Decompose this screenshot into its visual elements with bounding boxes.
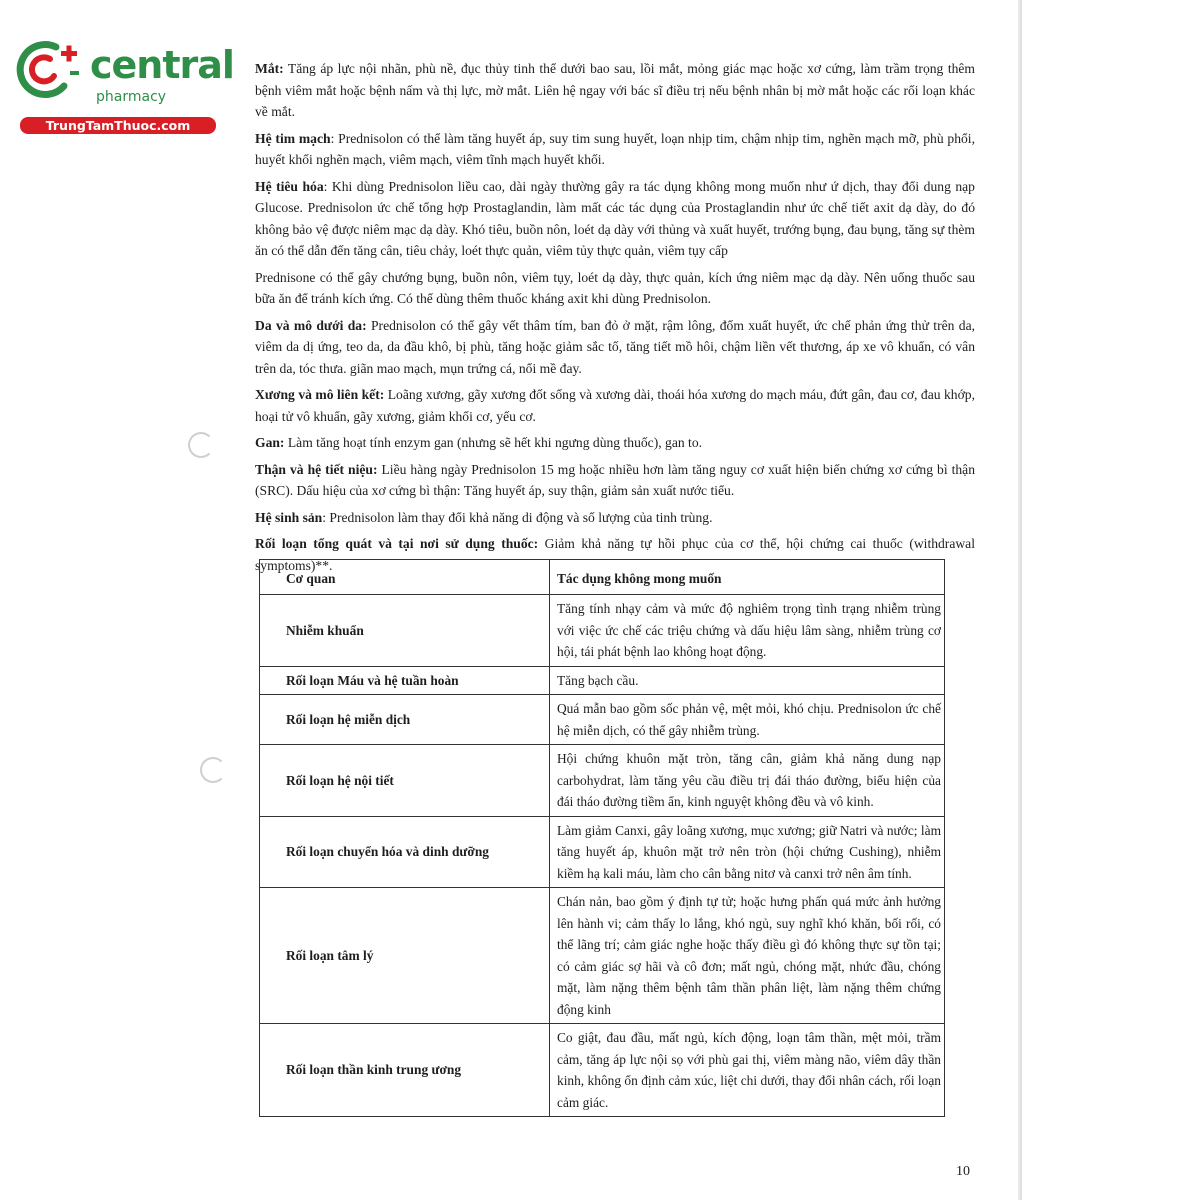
organ-cell: Rối loạn hệ nội tiết xyxy=(260,745,550,817)
text-reproductive: : Prednisolon làm thay đổi khả năng di động và số lượng của tinh trùng. xyxy=(322,509,713,525)
text-prednisone: Prednisone có thể gây chướng bụng, buồn nôn, viêm tụy, loét dạ dày, thực quản, kích ứng niêm mạc dạ dày. Nên uống thuốc sau bữa ăn để tránh kích ứng. Có thể dùng thêm thuốc kháng axit khi dùng Prednisolon. xyxy=(255,269,975,306)
heading-bone: Xương và mô liên kết: xyxy=(255,387,385,402)
table-row xyxy=(260,816,945,888)
effect-cell: Tăng tính nhạy cảm và mức độ nghiêm trọng tình trạng nhiễm trùng với việc ức chế các triệu chứng và dấu hiệu lâm sàng, nhiễm trùng cơ hội, tái phát bệnh lao không hoạt động. xyxy=(550,595,945,667)
text-eyes: Tăng áp lực nội nhãn, phù nề, đục thủy tinh thể dưới bao sau, lồi mắt, mỏng giác mạc hoặc xơ cứng, làm trầm trọng thêm bệnh viêm mắt hoặc bệnh nấm và thị lực, mờ mắt. Liên hệ ngay với bác sĩ điều trị nếu bệnh nhân bị mờ mắt hoặc các rối loạn khác về mắt. xyxy=(255,61,975,119)
table-header-row xyxy=(260,560,945,595)
table-row xyxy=(260,595,945,667)
paragraph-digestive xyxy=(255,176,975,262)
text-skin: Prednisolon có thể gây vết thâm tím, ban đỏ ở mặt, rậm lông, đốm xuất huyết, ức chế phản ứng thử trên da, viêm da dị ứng, teo da, da đầu khô, bị phù, tăng hoặc giảm sắc tố, tăng tiết mồ hôi, chậm liền vết thương, áp xe vô khuẩn, có vân trên da, tóc thưa. giãn mao mạch, mụn trứng cá, nổi mề đay. xyxy=(255,317,976,376)
heading-liver: Gan: xyxy=(255,435,285,450)
heading-general: Rối loạn tổng quát và tại nơi sử dụng thuốc: xyxy=(255,536,539,551)
paragraph-kidney xyxy=(255,459,975,502)
effect-cell: Hội chứng khuôn mặt tròn, tăng cân, giảm khả năng dung nạp carbohydrat, làm tăng yêu cầu điều trị đái tháo đường, biểu hiện của đái tháo đường tiềm ẩn, kinh nguyệt không đều và vô kinh. xyxy=(550,745,945,817)
paragraph-skin xyxy=(255,315,975,380)
effect-cell: Chán nản, bao gồm ý định tự tử; hoặc hưng phấn quá mức ảnh hưởng lên hành vi; cảm thấy lo lắng, khó ngủ, suy nghĩ khó khăn, bối rối, có thể lãng trí; cảm giác nghe hoặc thấy điều gì đó không thực sự tồn tại; có cảm giác sợ hãi và cô đơn; mất ngủ, chóng mặt, nhức đầu, chóng mặt, làm nặng thêm bệnh tâm thần phân liệt, làm nặng thêm chứng động kinh xyxy=(550,888,945,1024)
adverse-effects-table xyxy=(259,559,945,1117)
paragraph-prednisone xyxy=(255,267,975,310)
text-general: Giảm khả năng tự hồi phục của cơ thể, hội chứng cai thuốc (withdrawal symptoms)**. xyxy=(255,536,975,573)
text-liver: Làm tăng hoạt tính enzym gan (nhưng sẽ hết khi ngưng dùng thuốc), gan to. xyxy=(284,435,703,450)
heading-kidney: Thận và hệ tiết niệu: xyxy=(255,461,378,477)
punch-hole-top xyxy=(188,432,214,458)
effect-cell: Co giật, đau đầu, mất ngủ, kích động, loạn tâm thần, mệt mỏi, trầm cảm, tăng áp lực nội sọ với phù gai thị, viêm màng não, viêm dây thần kinh, không ổn định cảm xúc, liệt chi dưới, thay đổi nhân cách, rối loạn cảm giác. xyxy=(550,1024,945,1117)
text-bone: Loãng xương, gãy xương đốt sống và xương dài, thoái hóa xương do mạch máu, đứt gân, đau cơ, đau khớp, hoại tử vô khuẩn, gãy xương, giảm khối cơ, yếu cơ. xyxy=(255,387,975,424)
heading-eyes: Mắt: xyxy=(255,61,284,76)
table-row xyxy=(260,888,945,1024)
organ-cell: Rối loạn thần kinh trung ương xyxy=(260,1024,550,1117)
table-row xyxy=(260,745,945,817)
central-pharmacy-logo xyxy=(8,36,234,136)
heading-digestive: Hệ tiêu hóa xyxy=(255,178,324,194)
brand-name: central xyxy=(90,43,234,87)
table-row xyxy=(260,666,945,695)
paragraph-liver xyxy=(255,432,975,454)
page-number: 10 xyxy=(956,1164,970,1179)
organ-cell: Nhiễm khuẩn xyxy=(260,595,550,667)
paragraph-bone xyxy=(255,384,975,427)
paragraph-eyes xyxy=(255,58,975,123)
heading-cardiovascular: Hệ tim mạch xyxy=(255,130,331,146)
organ-cell: Rối loạn hệ miễn dịch xyxy=(260,695,550,745)
pharmacy-cross-logo-icon xyxy=(12,36,84,106)
organ-cell: Rối loạn Máu và hệ tuần hoàn xyxy=(260,666,550,695)
table-row xyxy=(260,695,945,745)
effect-cell: Làm giảm Canxi, gây loãng xương, mục xương; giữ Natri và nước; làm tăng huyết áp, khuôn mặt trở nên tròn (hội chứng Cushing), nhiễm kiềm hạ kali máu, làm cho cân bằng nitơ và canxi trở nên âm tính. xyxy=(550,816,945,888)
organ-cell: Rối loạn chuyển hóa và dinh dưỡng xyxy=(260,816,550,888)
text-cardiovascular: : Prednisolon có thể làm tăng huyết áp, suy tim sung huyết, loạn nhịp tim, chậm nhịp tim, nghẽn mạch mỡ, phù phổi, huyết khối nghẽn mạch, viêm mạch, viêm tĩnh mạch huyết khối. xyxy=(255,130,975,167)
page-right-edge xyxy=(1018,0,1022,1200)
effect-cell: Quá mẫn bao gồm sốc phản vệ, mệt mỏi, khó chịu. Prednisolon ức chế hệ miễn dịch, có thể gây nhiễm trùng. xyxy=(550,695,945,745)
text-digestive: : Khi dùng Prednisolon liều cao, dài ngày thường gây ra tác dụng không mong muốn như ứ dịch, thay đổi dung nạp Glucose. Prednisolon ức chế tổng hợp Prostaglandin, làm mất các tác dụng của Prostaglandin như ức chế tiết axit dạ dày, do đó không bảo vệ được niêm mạc dạ dày. Khó tiêu, buồn nôn, loét dạ dày với thủng và xuất huyết, trướng bụng, đau bụng, tăng sự thèm ăn có thể dẫn đến tăng cân, tiêu chảy, loét thực quản, viêm tủy thực quản, viêm tụy cấp xyxy=(255,178,975,258)
punch-hole-bottom xyxy=(200,757,226,783)
table-row xyxy=(260,1024,945,1117)
header-effect: Tác dụng không mong muốn xyxy=(550,560,945,595)
organ-cell: Rối loạn tâm lý xyxy=(260,888,550,1024)
paragraph-cardiovascular xyxy=(255,128,975,171)
effect-cell: Tăng bạch cầu. xyxy=(550,666,945,695)
paragraph-reproductive xyxy=(255,507,975,529)
heading-reproductive: Hệ sinh sản xyxy=(255,509,323,525)
document-body xyxy=(255,58,975,581)
brand-url: TrungTamThuoc.com xyxy=(20,117,216,134)
header-organ: Cơ quan xyxy=(260,560,550,595)
heading-skin: Da và mô dưới da: xyxy=(255,317,367,333)
text-kidney: Liều hàng ngày Prednisolon 15 mg hoặc nhiều hơn làm tăng nguy cơ xuất hiện biến chứng xơ cứng bì thận (SRC). Dấu hiệu của xơ cứng bì thận: Tăng huyết áp, suy thận, giảm sản xuất nước tiểu. xyxy=(255,461,975,498)
brand-subtitle: pharmacy xyxy=(96,89,167,105)
